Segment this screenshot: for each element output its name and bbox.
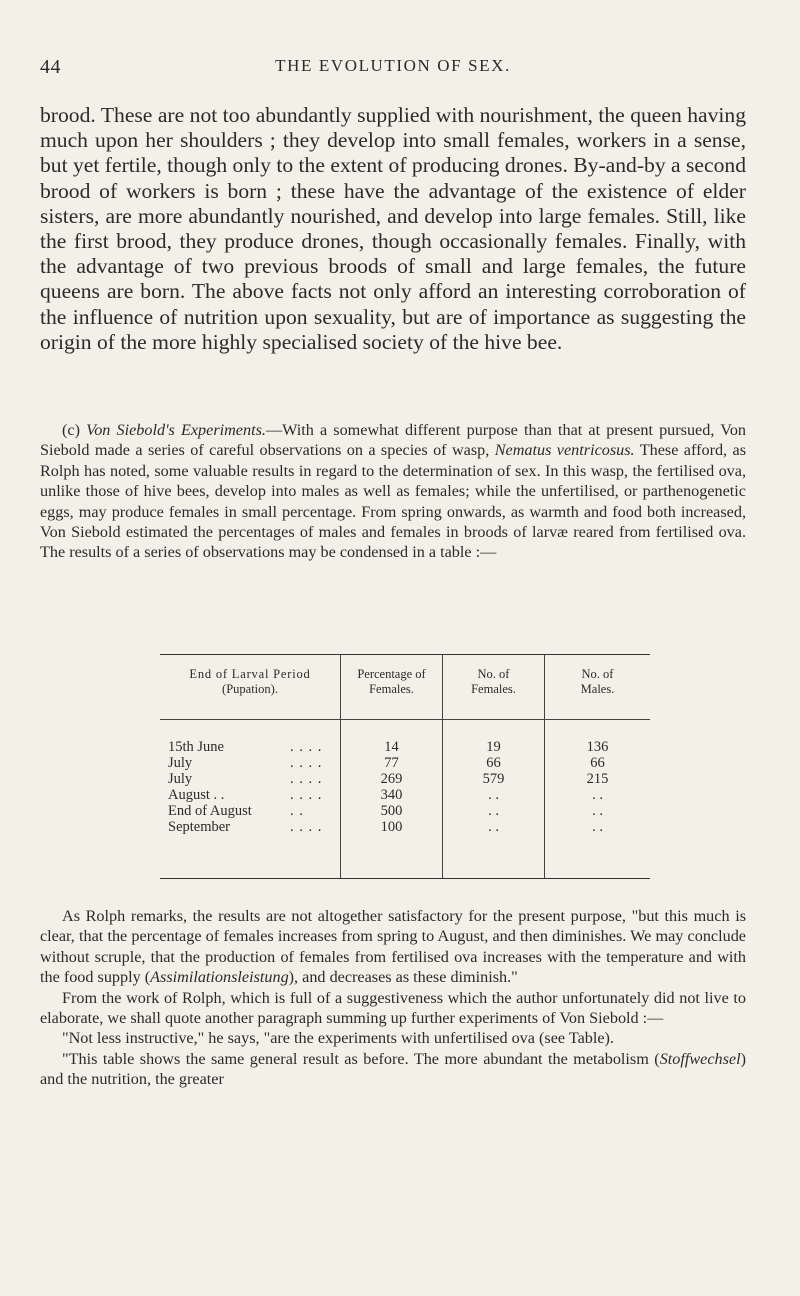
cell-males: 66 (590, 755, 605, 771)
header-line: Males. (580, 682, 615, 696)
cell-period: September (168, 819, 231, 835)
header-line: No. of (581, 667, 614, 681)
text-after-table (40, 906, 746, 1090)
paragraph-brood: brood. These are not too abundantly supplied with nourishment, the queen having much upon her shoulders ; they develop into small females, workers in a sense, but yet fertile, though only to the extent of producing drones. By-and-by a second brood of workers is born ; these have the advantage of the existence of elder sisters, are more abundantly nourished, and develop into large females. Still, like the first brood, they produce drones, though occasionally females. Finally, with the advantage of two previous broods of small and large females, the future queens are born. The above facts not only afford an interesting corroboration of the influence of nutrition upon sexuality, but are of importance as suggesting the origin of the more highly specialised society of the hive bee. (40, 103, 746, 354)
table-row (160, 740, 340, 756)
species-name: Nematus ventricosus. (494, 441, 635, 460)
cell-males: . . (592, 803, 603, 819)
header-line: Females. (369, 682, 414, 696)
cell-males: 215 (586, 771, 609, 787)
cell-females: . . (488, 803, 499, 819)
cell-females: . . (488, 787, 499, 803)
cell-period: 15th June (168, 739, 224, 755)
header-line: No. of (477, 667, 510, 681)
paragraph-text: "This table shows the same general result as before. The more abundant the metabolism ( (62, 1049, 660, 1068)
paragraph-text: These afford, as Rolph has noted, some valuable results in regard to the determination of sex. In this wasp, the fertilised ova, unlike those of hive bees, develop into males as well as females; while the unfertilised, or parthenogenetic eggs, may produce females in small percentage. From spring onwards, as warmth and food both increased, Von Siebold estimated the percentages of males and females in broods of larvæ reared from fertilised ova. The results of a series of observations may be condensed in a table :— (40, 441, 747, 562)
header-line: Females. (471, 682, 516, 696)
paragraph-this-table (40, 1049, 746, 1090)
table-header-rule (160, 719, 650, 720)
cell-leader: . . (290, 803, 304, 819)
running-title: THE EVOLUTION OF SEX. (275, 56, 511, 75)
cell-period: August . . (168, 787, 225, 803)
german-term: Stoffwechsel (659, 1049, 741, 1068)
cell-percentage: 500 (380, 803, 403, 819)
paragraph-from-work: From the work of Rolph, which is full of a suggestiveness which the author unfortunately did not live to elaborate, we shall quote another paragraph summing up further experiments of Von Siebold :— (40, 988, 746, 1028)
page-header (40, 56, 746, 86)
cell-females: . . (488, 819, 499, 835)
cell-percentage: 269 (380, 771, 403, 787)
column-header-percentage (341, 667, 442, 697)
table-row (160, 756, 340, 772)
sex-ratio-table (160, 654, 650, 879)
paragraph-text: With a somewhat different purpose than that at present pursued, Von Siebold made a series of careful observations on a species of wasp, (40, 421, 747, 460)
paragraph-not-less: "Not less instructive," he says, "are the experiments with unfertilised ova (see Table). (62, 1029, 614, 1048)
german-term: Assimilationsleistung (150, 968, 289, 987)
cell-period: July (168, 771, 193, 787)
paragraph-text: As Rolph remarks, the results are not altogether satisfactory for the present purpose, "but this much is clear, that the percentage of females increases from spring to August, and then diminishes. We may conclude without scruple, that the production of females from fertilised ova increases with the temperature and with the food supply ( (40, 907, 746, 987)
page-number: 44 (40, 56, 61, 78)
section-label: (c) (62, 421, 80, 439)
header-line: Percentage of (357, 667, 426, 681)
paragraph-rolph-remarks (40, 906, 746, 988)
cell-females: 579 (482, 771, 505, 787)
section-title: Von Siebold's Experiments. (86, 421, 266, 439)
cell-percentage: 14 (384, 739, 399, 755)
table-row (160, 820, 340, 836)
cell-females: 19 (486, 739, 501, 755)
cell-percentage: 340 (380, 787, 403, 803)
cell-males: . . (592, 787, 603, 803)
cell-leader: . . . . (290, 787, 323, 803)
paragraph-text: ) and the nutrition, the greater (40, 1049, 746, 1089)
cell-leader: . . . . (290, 755, 323, 771)
section-dash: — (265, 421, 283, 439)
header-line: (Pupation). (222, 682, 278, 696)
column-header-males (545, 667, 650, 697)
column-header-females (443, 667, 544, 697)
column-header-period (160, 667, 340, 697)
cell-period: End of August (168, 803, 252, 819)
paragraph-von-siebold (40, 420, 746, 563)
table-row (160, 804, 340, 820)
cell-females: 66 (486, 755, 501, 771)
cell-leader: . . . . (290, 771, 323, 787)
paragraph-text: ), and decreases as these diminish." (288, 968, 518, 987)
cell-leader: . . . . (290, 739, 323, 755)
cell-percentage: 100 (380, 819, 403, 835)
cell-males: . . (592, 819, 603, 835)
header-line: End of Larval Period (189, 667, 311, 681)
cell-period: July (168, 755, 193, 771)
cell-leader: . . . . (290, 819, 323, 835)
cell-males: 136 (586, 739, 609, 755)
cell-percentage: 77 (384, 755, 399, 771)
table-row (160, 788, 340, 804)
table-row (160, 772, 340, 788)
